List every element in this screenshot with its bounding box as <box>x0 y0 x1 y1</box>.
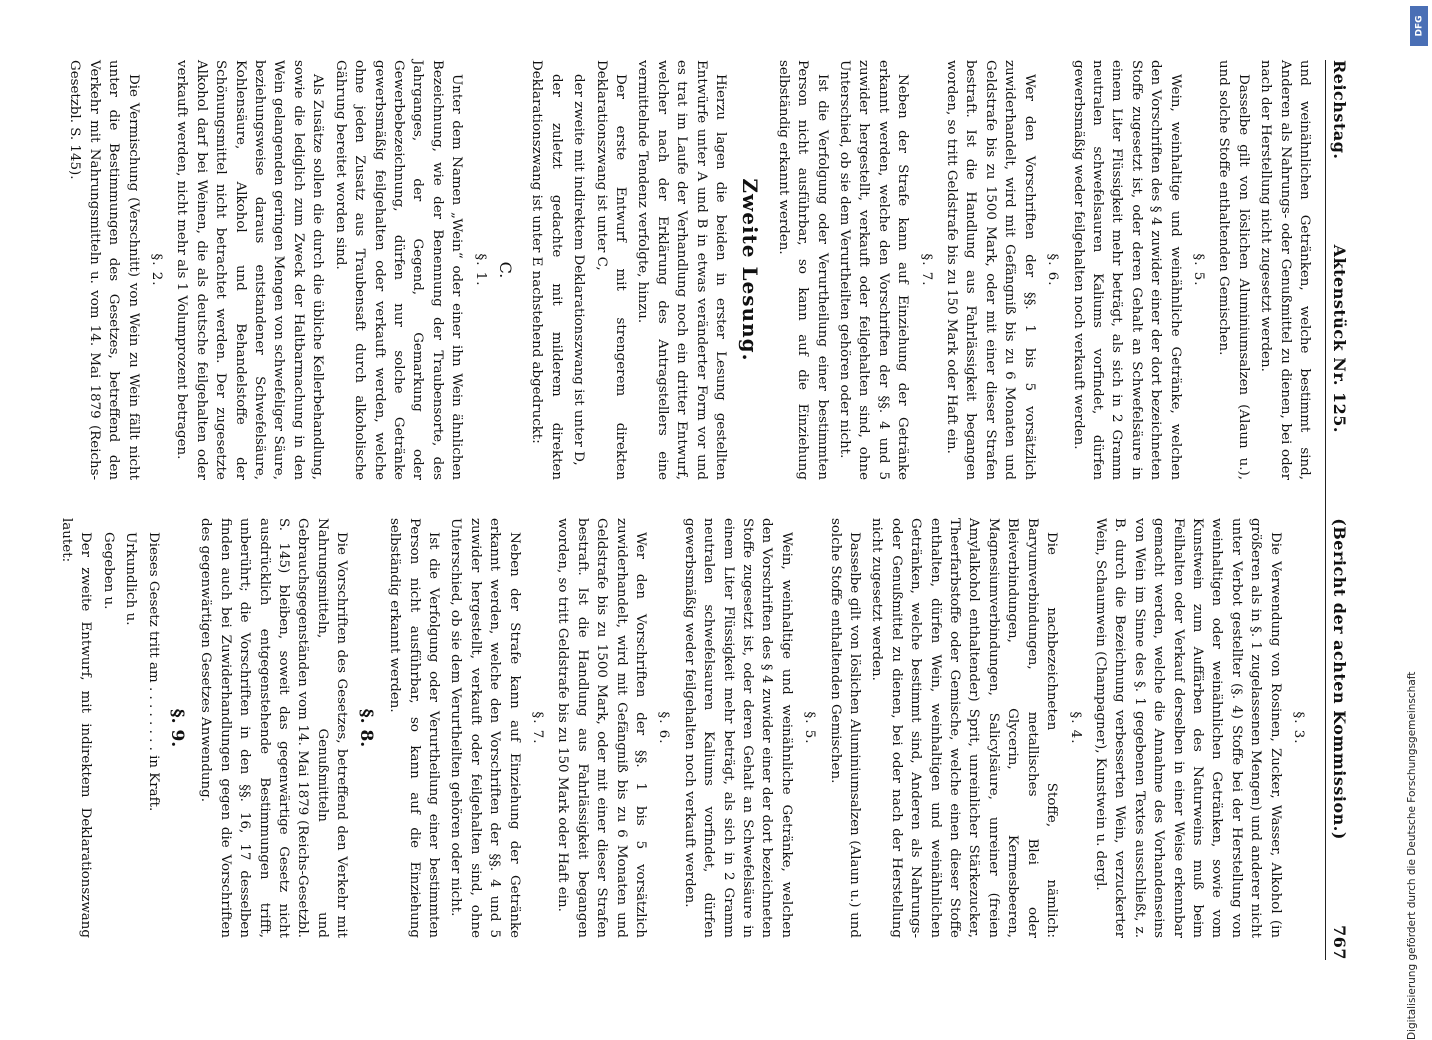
paragraph: Als Zusätze sollen die durch die übliche Kellerbehandlung, sowie die lediglich zum Zweck der Haltbarmachung in den Wein gelangenden geringen Mengen von schwefeliger Säure, beziehungsweise daraus entstandener Schwefelsäure, Kohlensäure, Alkohol und Behandelstoffe der Schönungsmittel nicht betrachtet werden. Der zugesetzte Alkohol darf bei Weinen, die als deutsche feilgehalten oder verkauft werden, nicht mehr als 1 Volumprozent betragen. <box>174 60 326 480</box>
paragraph: Neben der Strafe kann auf Einziehung der Getränke erkannt werden, welche den Vorschriften der §§. 4 und 5 zuwider hergestellt, verkauft oder feilgehalten sind, ohne Unterschied, ob sie dem Verurtheilten gehören oder nicht. <box>837 60 911 480</box>
paragraph: Hierzu lagen die beiden in erster Lesung gestellten Entwürfe unter A und B in etwas veränderter Form vor und es trat im Laufe der Verhandlung noch ein dritter Entwurf, welcher nach der Erklärung des Antragstellers eine vermittelnde Tendenz verfolgte, hinzu. <box>635 60 729 480</box>
page-header <box>1325 60 1370 960</box>
right-column <box>59 518 1314 938</box>
paragraph: Dieses Gesetz tritt am . . . . . . . . in Kraft. <box>145 532 161 812</box>
paragraph: Die Vorschriften des Gesetzes, betreffend den Verkehr mit Nahrungsmitteln, Genußmitteln und Gebrauchsgegenständen vom 14. Mai 1879 (Reichs-Gesetzbl. S. 145) bleiben, soweit das gegenwärtige Gesetz nicht ausdrücklich entgegenstehende Bestimmungen trifft, unberührt; die Vorschriften in den §§. 16, 17 desselben finden auch bei Zuwiderhandlungen gegen die Vorschriften des gegenwärtigen Gesetzes Anwendung. <box>198 518 350 938</box>
paragraph: Wer den Vorschriften der §§. 1 bis 5 vorsätzlich zuwiderhandelt, wird mit Gefängniß bis zu 6 Monaten und Geldstrafe bis zu 1500 Mark, oder mit einer dieser Strafen bestraft. Ist die Handlung aus Fahrlässigkeit begangen worden, so tritt Geldstrafe bis zu 150 Mark oder Haft ein. <box>555 518 648 938</box>
signature-line: Urkundlich u. <box>123 532 139 626</box>
paragraph: Der erste Entwurf mit strengerem direkten Deklarationszwang ist unter C, <box>593 60 628 480</box>
digitization-watermark <box>1405 0 1429 1040</box>
section-heading: §. 9. <box>167 708 188 748</box>
section-heading: §. 6. <box>656 711 672 745</box>
header-document-number: Aktenstück Nr. 125. <box>1330 244 1349 433</box>
section-heading: §. 7. <box>529 711 545 745</box>
section-heading: §. 7. <box>918 253 934 287</box>
section-heading: §. 5. <box>802 711 818 745</box>
watermark-text: Digitalisierung gefördert durch die Deutsche Forschungsgemeinschaft <box>1406 671 1418 1040</box>
section-heading: §. 2. <box>149 253 165 287</box>
left-column <box>67 60 1314 480</box>
paragraph: und weinähnlichen Getränken, welche bestimmt sind, Anderen als Nahrungs- oder Genußmittel zu dienen, bei oder nach der Herstellung nicht zugesetzt werden. <box>1258 60 1312 480</box>
dfg-logo-text: DFG <box>1414 15 1425 37</box>
paragraph: Wein, weinhaltige und weinähnliche Getränke, welchen den Vorschriften des § 4 zuwider einer der dort bezeichneten Stoffe zugesetzt ist, oder deren Gehalt an Schwefelsäure in einem Liter Flüssigkeit mehr beträgt, als sich in 2 Gramm neutralen schwefelsauren Kaliums vorfindet, dürfen gewerbsmäßig weder feilgehalten noch verkauft werden. <box>681 518 794 938</box>
section-heading: §. 6. <box>1045 253 1061 287</box>
paragraph: Ist die Verfolgung oder Verurtheilung einer bestimmten Person nicht ausführbar, so kann auf die Einziehung selbständig erkannt werden. <box>775 60 830 480</box>
paragraph: Der zweite Entwurf, mit indirektem Deklarationszwang lautet: <box>59 518 94 938</box>
section-heading: §. 4. <box>1067 711 1083 745</box>
header-report-title: (Bericht der achten Kommission.) <box>1330 518 1349 840</box>
paragraph: Wer den Vorschriften der §§. 1 bis 5 vorsätzlich zuwiderhandelt, wird mit Gefängniß bis zu 6 Monaten und Geldstrafe bis zu 1500 Mark, oder mit einer dieser Strafen bestraft. Ist die Handlung aus Fahrlässigkeit begangen worden, so tritt Geldstrafe bis zu 150 Mark oder Haft ein. <box>944 60 1037 480</box>
paragraph: Die Vermischung (Verschnitt) von Wein zu Wein fällt nicht unter die Bestimmungen des Gesetzes, betreffend den Verkehr mit Nahrungsmitteln u. vom 14. Mai 1879 (Reichs-Gesetzbl. S. 145). <box>67 60 141 480</box>
section-heading: §. 1. <box>472 253 488 287</box>
section-heading: §. 5. <box>1190 253 1206 287</box>
dfg-logo <box>1410 6 1428 46</box>
paragraph: Die Verwendung von Rosinen, Zucker, Wasser, Alkohol (in größeren als in §. 1 zugelassenen Mengen) und anderer nicht unter Verbot gestellter (§. 4) Stoffe bei der Herstellung von weinhaltigen oder weinähnlichen Getränken, sowie vom Kunstwein zum Auffärben des Naturweins muß beim Feilhalten oder Verkauf derselben in einer Weise erkennbar gemacht werden, welche die Annahme des Vorhandenseins von Wein im Sinne des §. 1 gegebenen Textes ausschließt, z. B. durch die Bezeichnung verbesserten Wein, verzuckerter Wein, Schaumwein (Champagner), Kunstwein u. dergl. <box>1092 518 1283 938</box>
paragraph: Neben der Strafe kann auf Einziehung der Getränke erkannt werden, welche den Vorschriften der §§. 4 und 5 zuwider hergestellt, verkauft oder feilgehalten sind, ohne Unterschied, ob sie dem Verurtheilten gehören oder nicht. <box>448 518 522 938</box>
paragraph: der zuletzt gedachte mit milderem direkten Deklarationszwang ist unter E nachstehend abgedruckt: <box>529 60 564 480</box>
paragraph: Unter dem Namen „Wein“ oder einer ihn Wein ähnlichen Bezeichnung, wie der Benennung der Traubensorte, des Jahrganges, der Gegend, Gemarkung oder Gewerbebezeichnung, dürfen nur solche Getränke gewerbsmäßig feilgehalten oder verkauft werden, welche ohne jeden Zusatz aus Traubensaft durch alkoholische Gährung bereitet worden sind. <box>332 60 465 480</box>
paragraph: Dasselbe gilt von löslichen Aluminiumsalzen (Alaun u.) und solche Stoffe enthaltenden Gemischen. <box>827 518 863 938</box>
paragraph: Wein, weinhaltige und weinähnliche Getränke, welchen den Vorschriften des § 4 zuwider einer der dort bezeichneten Stoffe zugesetzt ist, oder deren Gehalt an Schwefelsäure in einem Liter Flüssigkeit mehr beträgt, als sich in 2 Gramm neutralen schwefelsauren Kaliums vorfindet, dürfen gewerbsmäßig weder feilgehalten noch verkauft werden. <box>1070 60 1183 480</box>
header-reichstag: Reichstag. <box>1330 60 1349 160</box>
paragraph: Dasselbe gilt von löslichen Aluminiumsalzen (Alaun u.), und solche Stoffe enthaltenden Gemischen. <box>1216 60 1251 480</box>
section-heading: §. 8. <box>355 708 376 748</box>
signature-line: Gegeben u. <box>100 532 116 610</box>
paragraph: Ist die Verfolgung oder Verurtheilung einer bestimmten Person nicht ausführbar, so kann auf die Einziehung selbständig erkannt werden. <box>387 518 441 938</box>
section-heading: §. 3. <box>1291 711 1306 745</box>
paragraph: der zweite mit indirektem Deklarationszwang ist unter D, <box>571 74 587 466</box>
section-title: Zweite Lesung. <box>738 178 763 362</box>
paragraph: Die nachbezeichneten Stoffe, nämlich: Baryumverbindungen, metallisches Blei oder Bleiverbindungen, Glycerin, Kermesbeeren, Magnesiumverbindungen, Salicylsäure, unreiner (freien Amylalkohol enthaltender) Sprit, unreinlicher Stärkezucker, Theerfarbstoffe oder Gemische, welche einen dieser Stoffe enthalten, dürfen Wein, weinhaltigen und weinähnlichen Getränken, welche bestimmt sind, Anderen als Nahrungs- oder Genußmittel zu dienen, bei oder nach der Herstellung nicht zugesetzt werden. <box>869 518 1060 938</box>
draft-letter: C. <box>495 261 515 279</box>
page-number: 767 <box>1330 925 1349 960</box>
